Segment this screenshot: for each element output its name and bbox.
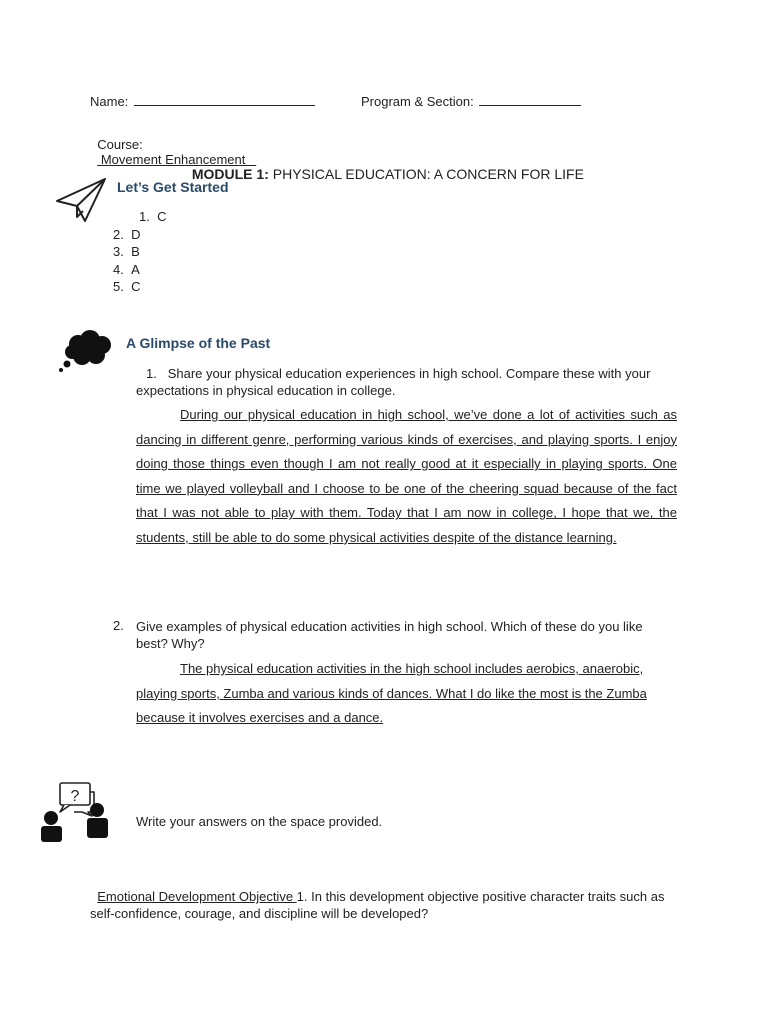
course-label: Course:	[97, 137, 143, 152]
discussion-people-icon	[30, 776, 118, 849]
glimpse-heading: A Glimpse of the Past	[126, 335, 271, 351]
answer-1	[136, 403, 677, 551]
name-label: Name:	[90, 94, 129, 109]
program-section-blank[interactable]	[479, 93, 581, 106]
module-name: PHYSICAL EDUCATION: A CONCERN FOR LIFE	[268, 166, 584, 182]
answer-1-text: During our physical education in high school, we’ve done a lot of activities such as dancing in different genre, performing various kinds of exercises, and playing sports. I enjoy doing those things even though I am not really good at it especially in playing sports. One time we played volleyball and I choose to be one of the cheering squad because of the fact that I was not able to play with them. Today that I am now in college, I hope that we, the students, still be able to do some physical activities despite of the distance learning.	[136, 407, 677, 545]
bubble-glyph: ?	[70, 788, 80, 805]
emotional-objective-question: 1. In this development objective positive character traits such as self-confidence, courage, and discipline will be developed?	[90, 889, 669, 921]
answer-item-1: 1. C	[139, 209, 167, 224]
module-number: MODULE 1:	[191, 166, 269, 182]
answer-2-text: The physical education activities in the high school includes aerobics, anaerobic, playing sports, Zumba and various kinds of dances. What I do like the most is the Zumba because it involves exercises and a dance.	[136, 661, 647, 726]
course-value: Movement Enhancement	[97, 152, 257, 167]
question-1	[136, 365, 681, 399]
name-blank[interactable]	[134, 93, 315, 106]
question-1-number: 1.	[146, 366, 157, 381]
question-2-number: 2.	[113, 618, 124, 633]
program-section-label: Program & Section:	[361, 94, 474, 109]
answer-item-5: 5. C	[113, 279, 141, 294]
thought-cloud-icon	[56, 328, 116, 379]
answer-item-3: 3. B	[113, 244, 140, 259]
answer-2	[136, 657, 677, 731]
module-title	[0, 150, 768, 182]
lets-get-started-heading: Let’s Get Started	[117, 179, 229, 195]
instruction-text: Write your answers on the space provided.	[136, 814, 383, 829]
answer-item-4: 4. A	[113, 262, 140, 277]
name-field	[90, 93, 315, 109]
emotional-objective-label: Emotional Development Objective	[97, 889, 297, 904]
paper-plane-icon	[55, 177, 107, 226]
program-section-field	[361, 93, 581, 109]
answer-item-2: 2. D	[113, 227, 141, 242]
question-1-text: Share your physical education experiences in high school. Compare these with your expectations in physical education in college.	[136, 366, 651, 398]
question-2-text: Give examples of physical education activities in high school. Which of these do you like best? Why?	[136, 619, 643, 651]
emotional-objective	[90, 871, 690, 922]
